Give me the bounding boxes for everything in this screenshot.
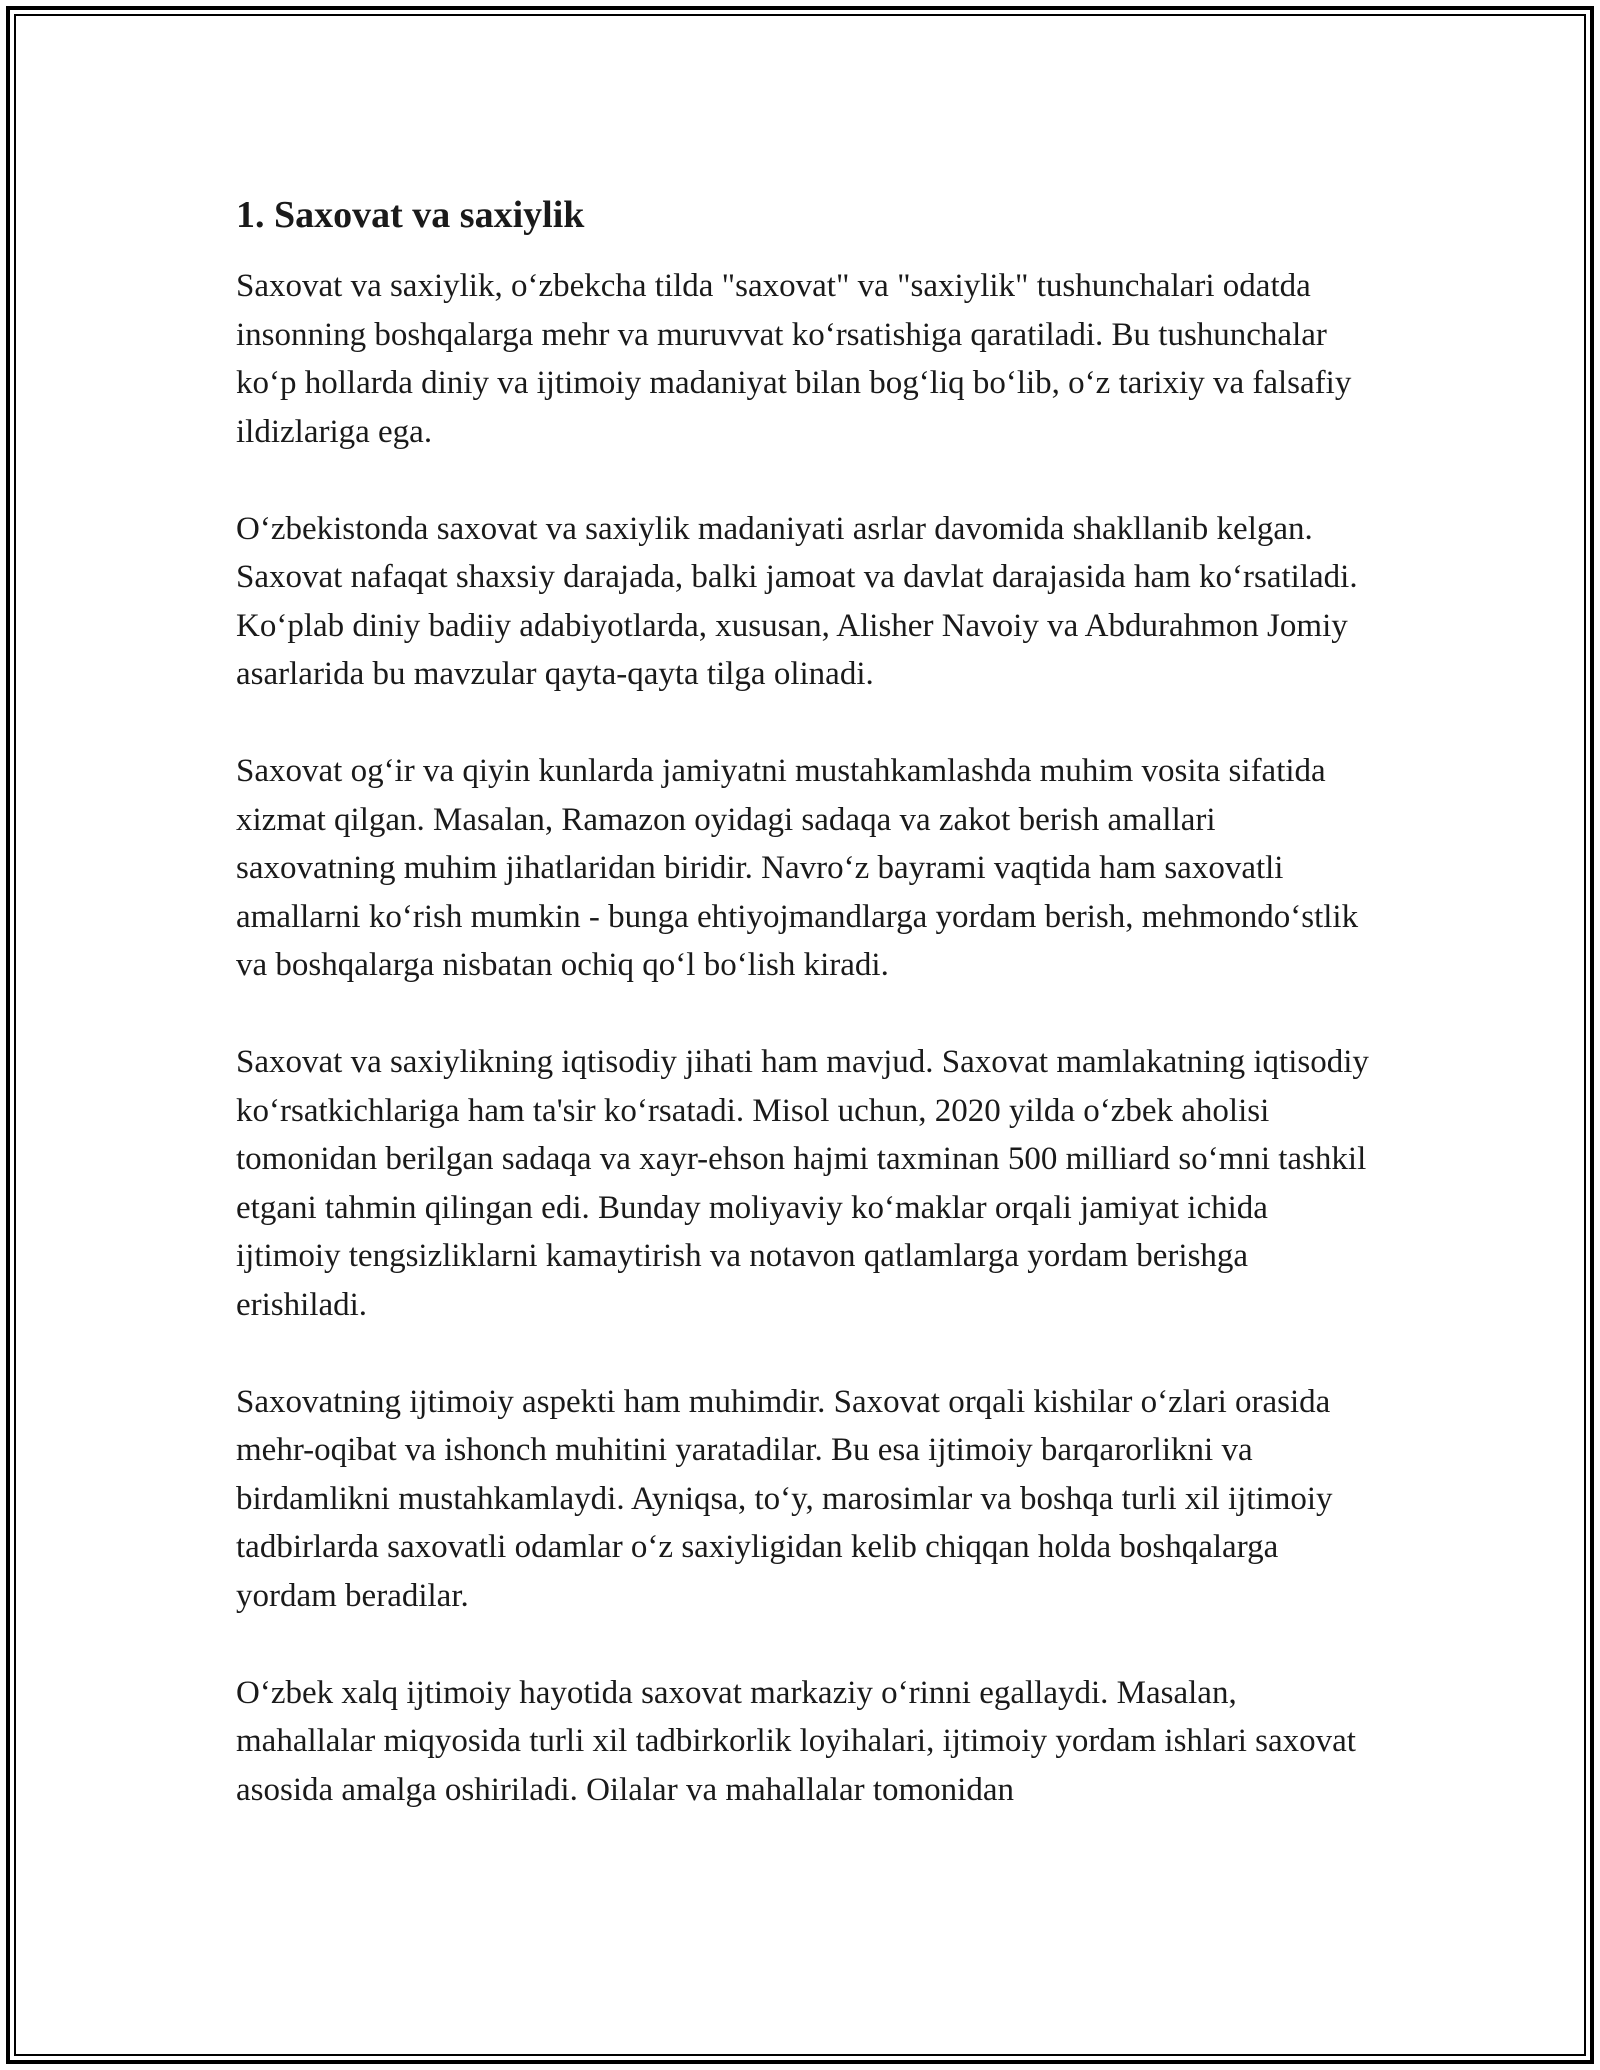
paragraph-5: Saxovatning ijtimoiy aspekti ham muhimdir. Saxovat orqali kishilar o‘zlari orasida mehr-oqibat va ishonch muhitini yaratadilar. Bu esa ijtimoiy barqarorlikni va birdamlikni mustahkamlaydi. Ayniqsa, to‘y, marosimlar va boshqa turli xil ijtimoiy tadbirlarda saxovatli odamlar o‘z saxiyligidan kelib chiqqan holda boshqalarga yordam beradilar. (236, 1383, 1333, 1614)
paragraph-6: O‘zbek xalq ijtimoiy hayotida saxovat markaziy o‘rinni egallaydi. Masalan, mahallalar miqyosida turli xil tadbirkorlik loyihalari, ijtimoiy yordam ishlari saxovat asosida amalga oshiriladi. Oilalar va mahallalar tomonidan (236, 1674, 1356, 1808)
document-body (236, 186, 1376, 1814)
paragraph-4: Saxovat va saxiylikning iqtisodiy jihati ham mavjud. Saxovat mamlakatning iqtisodiy ko‘rsatkichlariga ham ta'sir ko‘rsatadi. Misol uchun, 2020 yilda o‘zbek aholisi tomonidan berilgan sadaqa va xayr-ehson hajmi taxminan 500 milliard so‘mni tashkil etgani tahmin qilingan edi. Bunday moliyaviy ko‘maklar orqali jamiyat ichida ijtimoiy tengsizliklarni kamaytirish va notavon qatlamlarga yordam berishga erishiladi. (236, 1044, 1369, 1323)
paragraph-3: Saxovat og‘ir va qiyin kunlarda jamiyatni mustahkamlashda muhim vosita sifatida xizmat qilgan. Masalan, Ramazon oyidagi sadaqa va zakot berish amallari saxovatning muhim jihatlaridan biridir. Navro‘z bayrami vaqtida ham saxovatli amallarni ko‘rish mumkin - bunga ehtiyojmandlarga yordam berish, mehmondo‘stlik va boshqalarga nisbatan ochiq qo‘l bo‘lish kiradi. (236, 753, 1359, 983)
paragraph-2: O‘zbekistonda saxovat va saxiylik madaniyati asrlar davomida shakllanib kelgan. Saxovat nafaqat shaxsiy darajada, balki jamoat va davlat darajasida ham ko‘rsatiladi. Ko‘plab diniy badiiy adabiyotlarda, xususan, Alisher Navoiy va Abdurahmon Jomiy asarlarida bu mavzular qayta-qayta tilga olinadi. (236, 510, 1358, 692)
paragraph-1: Saxovat va saxiylik, o‘zbekcha tilda "saxovat" va "saxiylik" tushunchalari odatda insonning boshqalarga mehr va muruvvat ko‘rsatishiga qaratiladi. Bu tushunchalar ko‘p hollarda diniy va ijtimoiy madaniyat bilan bog‘liq bo‘lib, o‘z tarixiy va falsafiy ildizlariga ega. (236, 268, 1352, 450)
section-heading: 1. Saxovat va saxiylik (236, 194, 585, 236)
